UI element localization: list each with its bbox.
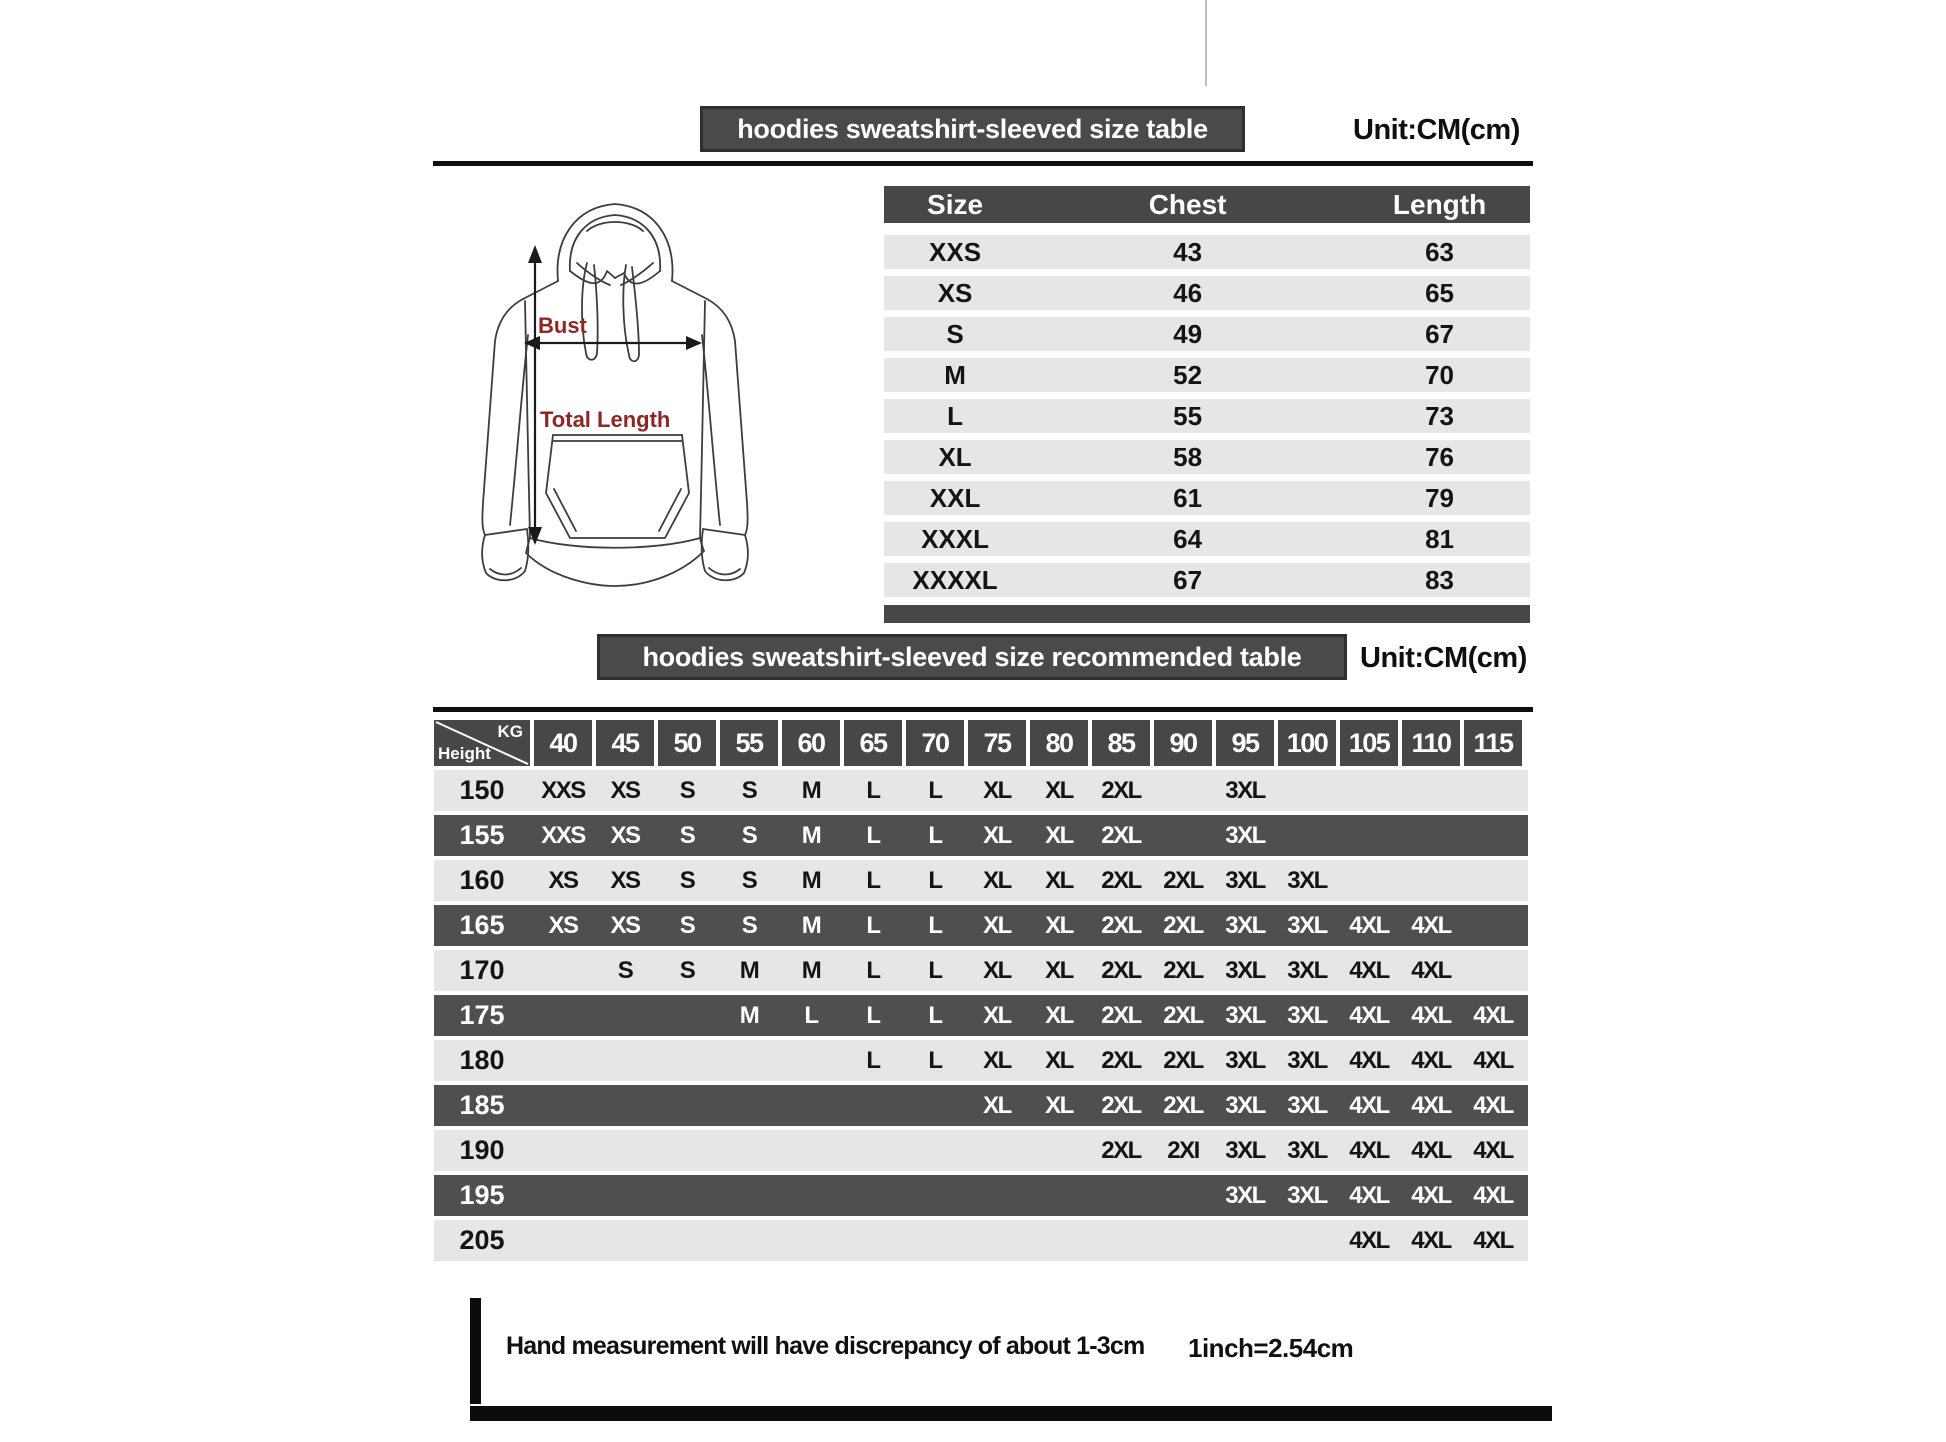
size-recommendation-cell: 4XL <box>1411 956 1451 984</box>
size-recommendation-cell: L <box>928 821 942 849</box>
size-recommendation-cell: 4XL <box>1349 956 1389 984</box>
size-recommendation-cell: 4XL <box>1411 911 1451 939</box>
size-recommendation-cell: 3XL <box>1225 1091 1265 1119</box>
left-sleeve-outer <box>482 299 523 535</box>
size-recommendation-cell: 2XL <box>1163 1091 1203 1119</box>
size-recommendation-cell: XL <box>1045 1001 1073 1029</box>
footer-accent-bar <box>470 1298 481 1404</box>
size-recommendation-cell: 3XL <box>1287 1091 1327 1119</box>
size-recommendation-cell: 3XL <box>1225 1136 1265 1164</box>
weight-header-cell: 115 <box>1464 720 1522 766</box>
recommended-table-row <box>434 860 1528 901</box>
size-recommendation-cell: XS <box>610 866 640 894</box>
height-label: 155 <box>459 820 505 850</box>
size-table-row <box>884 235 1530 269</box>
size-recommendation-cell: 4XL <box>1473 1091 1513 1119</box>
size-recommendation-cell: XS <box>610 821 640 849</box>
recommended-table-row <box>434 1175 1528 1216</box>
size-recommendation-cell: XL <box>983 1091 1011 1119</box>
size-recommendation-cell: 4XL <box>1473 1136 1513 1164</box>
weight-header-cell: 75 <box>968 720 1026 766</box>
footer-underline-bar <box>470 1406 1552 1421</box>
size-table-cell: 55 <box>1173 400 1203 431</box>
left-cuff-opening <box>490 568 521 575</box>
size-recommendation-cell: M <box>801 776 821 804</box>
size-recommendation-cell: XL <box>983 866 1011 894</box>
size-recommendation-cell: 2XL <box>1101 821 1141 849</box>
size-recommendation-cell: 2XL <box>1101 1136 1141 1164</box>
right-cuff <box>702 529 748 580</box>
size-recommendation-cell: XS <box>548 866 578 894</box>
weight-header-cell: 70 <box>906 720 964 766</box>
size-table-cell: 67 <box>1425 318 1454 349</box>
size-table-cell: 63 <box>1425 236 1454 267</box>
recommended-table-body <box>434 770 1528 1261</box>
size-recommendation-cell: 4XL <box>1411 1091 1451 1119</box>
size-table-row <box>884 276 1530 310</box>
size-recommendation-cell: M <box>801 911 821 939</box>
size-recommendation-cell: XXS <box>541 776 585 804</box>
size-recommendation-cell: XL <box>1045 911 1073 939</box>
size-table-cell: 70 <box>1425 359 1454 390</box>
size-recommendation-cell: 4XL <box>1349 1226 1389 1254</box>
size-recommendation-cell: XS <box>548 911 578 939</box>
total-length-arrowhead-top <box>528 245 542 263</box>
size-recommendation-cell: 3XL <box>1225 776 1265 804</box>
size-recommendation-cell: S <box>679 821 695 849</box>
height-label: 175 <box>459 1000 505 1030</box>
size-recommendation-cell: L <box>866 866 880 894</box>
size-recommendation-cell: L <box>866 1001 880 1029</box>
size-table-row <box>884 358 1530 392</box>
size-recommendation-cell: 4XL <box>1473 1226 1513 1254</box>
size-recommendation-cell: 3XL <box>1287 911 1327 939</box>
size-recommendation-cell: 3XL <box>1287 866 1327 894</box>
size-recommendation-cell: M <box>801 821 821 849</box>
size-recommendation-cell: L <box>804 1001 818 1029</box>
size-recommendation-cell: L <box>928 1046 942 1074</box>
weight-header-cell: 65 <box>844 720 902 766</box>
right-cuff-opening <box>709 568 740 575</box>
recommended-table-row <box>434 905 1528 946</box>
size-recommendation-cell: L <box>928 1001 942 1029</box>
size-table-cell: XS <box>937 277 973 308</box>
size-table-title: hoodies sweatshirt-sleeved size table <box>737 113 1208 144</box>
size-table-cell: 67 <box>1173 564 1203 595</box>
size-table-cell: XXS <box>929 236 982 267</box>
size-recommendation-cell: XL <box>1045 956 1073 984</box>
weight-header-cell: 60 <box>782 720 840 766</box>
size-table-header <box>884 186 1530 223</box>
size-table-cell: 52 <box>1173 359 1203 390</box>
size-recommendation-cell: 4XL <box>1473 1001 1513 1029</box>
recommended-table-row <box>434 815 1528 856</box>
kg-corner-label: KG <box>497 722 523 741</box>
height-label: 180 <box>459 1045 505 1075</box>
size-recommendation-cell: S <box>741 911 757 939</box>
size-recommendation-cell: XL <box>983 1001 1011 1029</box>
size-table-cell: 64 <box>1173 523 1203 554</box>
weight-header-cell: 50 <box>658 720 716 766</box>
size-table-cell: 76 <box>1425 441 1454 472</box>
recommended-table-row <box>434 995 1528 1036</box>
size-recommendation-cell: XL <box>1045 866 1073 894</box>
recommended-table-row <box>434 770 1528 811</box>
right-shoulder-seam <box>672 281 707 299</box>
weight-header-cell: 110 <box>1402 720 1460 766</box>
hood-back-line <box>587 222 643 231</box>
size-table-body <box>884 235 1530 597</box>
size-recommendation-cell: L <box>928 776 942 804</box>
hood-inner-line <box>570 215 660 271</box>
weight-header-cell: 85 <box>1092 720 1150 766</box>
right-cuff-seam <box>703 529 745 535</box>
left-cuff <box>482 529 528 580</box>
size-recommendation-cell: 2XL <box>1163 1046 1203 1074</box>
pocket-outline <box>546 435 689 538</box>
collar-left-flap <box>570 271 615 283</box>
size-table-cell: S <box>946 318 964 349</box>
total-length-label: Total Length <box>540 407 671 432</box>
size-table-cell: 46 <box>1173 277 1203 308</box>
size-recommendation-cell: XL <box>983 821 1011 849</box>
height-label: 165 <box>459 910 505 940</box>
height-label: 205 <box>459 1225 505 1255</box>
size-table-row <box>884 563 1530 597</box>
size-table-cell: XL <box>938 441 972 472</box>
size-recommendation-cell: XL <box>983 776 1011 804</box>
size-recommendation-cell: S <box>679 911 695 939</box>
size-recommendation-cell: XL <box>1045 821 1073 849</box>
size-table-cell: M <box>944 359 966 390</box>
size-table-cell: 81 <box>1425 523 1454 554</box>
size-recommendation-cell: 2XI <box>1167 1136 1199 1164</box>
weight-header-cell: 100 <box>1278 720 1336 766</box>
size-recommendation-cell: L <box>866 776 880 804</box>
right-sleeve-outer <box>707 299 748 535</box>
hem-top-seam <box>530 538 700 548</box>
size-table-cell: 83 <box>1425 564 1454 595</box>
recommended-table <box>434 720 1528 1261</box>
size-recommendation-cell: 4XL <box>1349 1136 1389 1164</box>
left-cuff-seam <box>485 529 527 535</box>
hoodie-measurement-diagram <box>450 183 825 628</box>
size-table-cell: 43 <box>1173 236 1203 267</box>
size-table-col-length: Length <box>1392 188 1487 220</box>
size-recommendation-cell: S <box>741 776 757 804</box>
size-recommendation-cell: 3XL <box>1287 1181 1327 1209</box>
left-sleeve-inner <box>510 335 528 525</box>
size-recommendation-cell: 4XL <box>1349 1046 1389 1074</box>
size-recommendation-cell: 4XL <box>1349 1001 1389 1029</box>
size-recommendation-cell: 4XL <box>1411 1226 1451 1254</box>
recommended-table-row <box>434 1130 1528 1171</box>
size-recommendation-cell: L <box>866 821 880 849</box>
recommended-table-row <box>434 1220 1528 1261</box>
size-recommendation-cell: XL <box>983 1046 1011 1074</box>
size-recommendation-cell: 4XL <box>1473 1046 1513 1074</box>
recommended-table-title-bar <box>597 634 1347 680</box>
size-recommendation-cell: M <box>801 866 821 894</box>
size-recommendation-cell: 2XL <box>1101 1046 1141 1074</box>
hem-band <box>526 538 704 586</box>
size-recommendation-cell: M <box>739 1001 759 1029</box>
size-table-cell: 79 <box>1425 482 1454 513</box>
recommended-table-header <box>434 720 1528 766</box>
size-table-row <box>884 317 1530 351</box>
height-label: 190 <box>459 1135 505 1165</box>
size-recommendation-cell: 4XL <box>1349 911 1389 939</box>
size-recommendation-cell: 2XL <box>1163 956 1203 984</box>
size-recommendation-cell: 4XL <box>1411 1136 1451 1164</box>
size-table-cell: 49 <box>1173 318 1203 349</box>
height-label: 185 <box>459 1090 505 1120</box>
size-recommendation-cell: XXS <box>541 821 585 849</box>
recommended-table-unit-label: Unit:CM(cm) <box>1360 642 1527 674</box>
size-recommendation-cell: 2XL <box>1101 956 1141 984</box>
weight-header-cell: 105 <box>1340 720 1398 766</box>
size-recommendation-cell: 3XL <box>1287 1001 1327 1029</box>
recommended-table-row <box>434 1040 1528 1081</box>
size-recommendation-cell: XL <box>983 911 1011 939</box>
size-recommendation-cell: S <box>679 776 695 804</box>
size-recommendation-cell: 3XL <box>1287 956 1327 984</box>
size-recommendation-cell: 3XL <box>1287 1046 1327 1074</box>
weight-header-cell: 45 <box>596 720 654 766</box>
middle-divider <box>433 707 1533 712</box>
size-recommendation-cell: L <box>866 956 880 984</box>
top-divider <box>433 161 1533 166</box>
size-recommendation-cell: XS <box>610 911 640 939</box>
size-recommendation-cell: S <box>679 956 695 984</box>
size-recommendation-cell: 4XL <box>1411 1001 1451 1029</box>
bust-label: Bust <box>538 313 587 338</box>
size-recommendation-cell: 4XL <box>1349 1091 1389 1119</box>
size-recommendation-cell: 4XL <box>1349 1181 1389 1209</box>
size-recommendation-cell: 2XL <box>1101 866 1141 894</box>
size-recommendation-cell: 4XL <box>1473 1181 1513 1209</box>
size-recommendation-cell: XL <box>1045 776 1073 804</box>
size-table-cell: 73 <box>1425 400 1454 431</box>
size-table-row <box>884 481 1530 515</box>
height-corner-label: Height <box>438 744 491 763</box>
size-table-col-chest: Chest <box>1148 188 1227 220</box>
left-drawstring <box>582 263 598 360</box>
size-recommendation-cell: 2XL <box>1163 866 1203 894</box>
pocket-right-opening <box>659 489 681 531</box>
bust-arrowhead-right <box>686 336 702 350</box>
weight-header-cell: 40 <box>534 720 592 766</box>
size-recommendation-cell: 3XL <box>1287 1136 1327 1164</box>
size-recommendation-cell: M <box>801 956 821 984</box>
size-recommendation-cell: 3XL <box>1225 1046 1265 1074</box>
size-recommendation-cell: XL <box>1045 1091 1073 1119</box>
weight-header-cell: 90 <box>1154 720 1212 766</box>
recommended-table-row <box>434 1085 1528 1126</box>
measurement-note: Hand measurement will have discrepancy of about 1-3cm <box>506 1332 1145 1360</box>
size-table-cell: L <box>947 400 963 431</box>
size-recommendation-cell: 3XL <box>1225 866 1265 894</box>
size-table <box>884 186 1530 623</box>
size-table-cell: XXXXL <box>912 564 998 595</box>
size-recommendation-cell: 2XL <box>1101 1001 1141 1029</box>
height-label: 170 <box>459 955 505 985</box>
size-table-cell: 61 <box>1173 482 1203 513</box>
size-recommendation-cell: 2XL <box>1101 776 1141 804</box>
size-recommendation-cell: M <box>739 956 759 984</box>
weight-header-cell: 80 <box>1030 720 1088 766</box>
size-table-row <box>884 399 1530 433</box>
size-recommendation-cell: 4XL <box>1411 1181 1451 1209</box>
right-sleeve-inner <box>702 335 720 525</box>
size-recommendation-cell: XL <box>983 956 1011 984</box>
size-recommendation-cell: 3XL <box>1225 1181 1265 1209</box>
recommended-table-row <box>434 950 1528 991</box>
size-table-cell: XXL <box>929 482 981 513</box>
left-shoulder-seam <box>523 281 558 299</box>
height-label: 160 <box>459 865 505 895</box>
height-label: 195 <box>459 1180 505 1210</box>
size-recommendation-cell: 3XL <box>1225 911 1265 939</box>
size-recommendation-cell: S <box>741 866 757 894</box>
size-recommendation-cell: 3XL <box>1225 1001 1265 1029</box>
size-table-cell: XXXL <box>921 523 990 554</box>
size-recommendation-cell: XL <box>1045 1046 1073 1074</box>
size-table-row <box>884 522 1530 556</box>
size-recommendation-cell: S <box>679 866 695 894</box>
weight-header-cell: 95 <box>1216 720 1274 766</box>
size-recommendation-cell: S <box>617 956 633 984</box>
size-recommendation-cell: 3XL <box>1225 956 1265 984</box>
size-recommendation-cell: 2XL <box>1163 911 1203 939</box>
size-table-title-bar <box>700 106 1245 152</box>
size-recommendation-cell: L <box>866 1046 880 1074</box>
size-recommendation-cell: 2XL <box>1163 1001 1203 1029</box>
pocket-left-opening <box>554 489 576 531</box>
size-recommendation-cell: 2XL <box>1101 911 1141 939</box>
size-recommendation-cell: L <box>866 911 880 939</box>
size-table-footer-bar <box>884 605 1530 623</box>
size-recommendation-cell: L <box>928 911 942 939</box>
inch-conversion-note: 1inch=2.54cm <box>1188 1333 1354 1363</box>
size-recommendation-cell: 2XL <box>1101 1091 1141 1119</box>
crease-line <box>1205 0 1207 86</box>
size-recommendation-cell: 3XL <box>1225 821 1265 849</box>
collar-right-flap <box>615 271 660 284</box>
size-recommendation-cell: 4XL <box>1411 1046 1451 1074</box>
weight-header-cell: 55 <box>720 720 778 766</box>
size-table-row <box>884 440 1530 474</box>
height-label: 150 <box>459 775 505 805</box>
size-recommendation-cell: L <box>928 956 942 984</box>
size-recommendation-cell: S <box>741 821 757 849</box>
size-recommendation-cell: L <box>928 866 942 894</box>
size-table-cell: 58 <box>1173 441 1203 472</box>
kg-height-corner-cell <box>434 720 530 766</box>
size-table-col-size: Size <box>927 188 984 220</box>
size-table-cell: 65 <box>1425 277 1454 308</box>
recommended-table-title: hoodies sweatshirt-sleeved size recommended table <box>642 641 1302 672</box>
size-recommendation-cell: XS <box>610 776 640 804</box>
size-table-unit-label: Unit:CM(cm) <box>1353 114 1520 146</box>
